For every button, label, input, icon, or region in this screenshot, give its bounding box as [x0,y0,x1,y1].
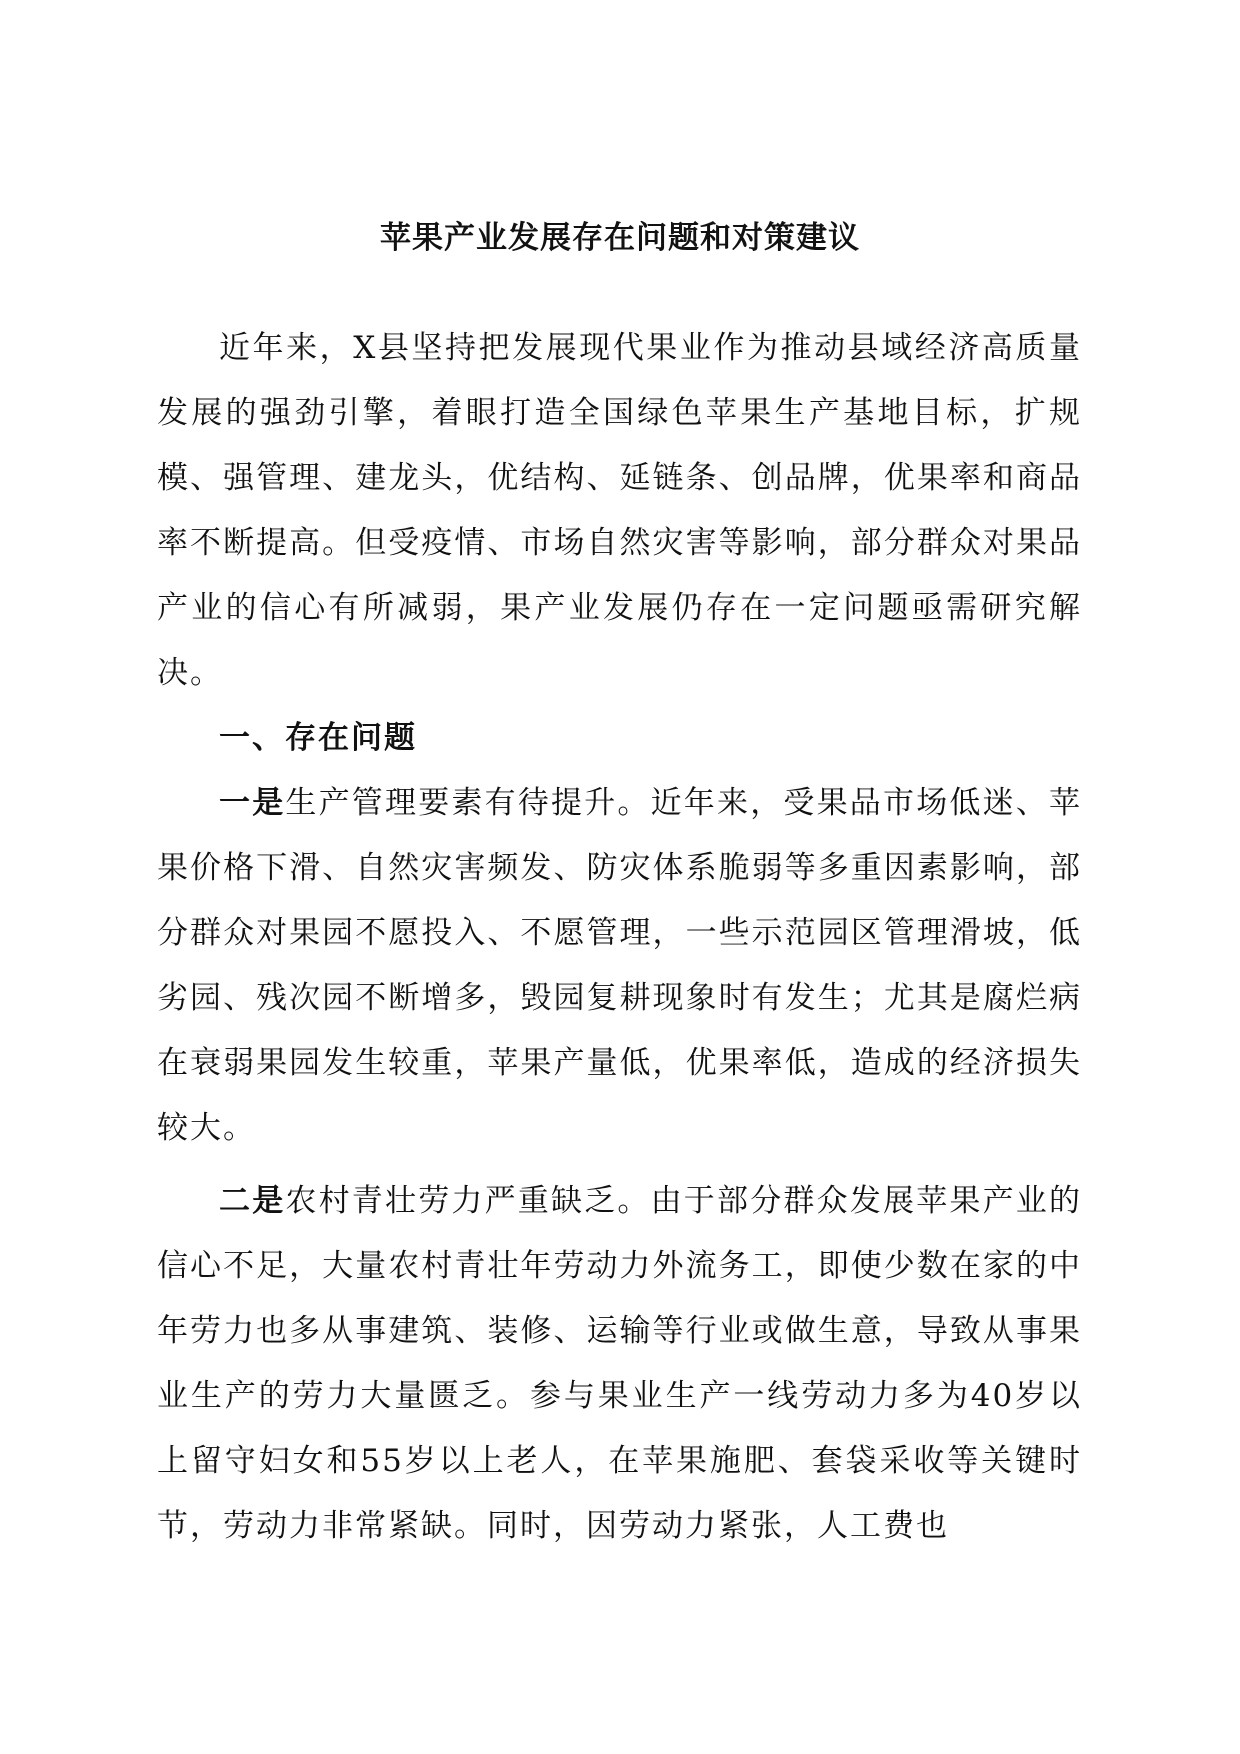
section-heading-problems: 一、存在问题 [219,720,417,756]
document-body [157,316,1082,1559]
document-title: 苹果产业发展存在问题和对策建议 [380,220,860,256]
problem-point-1 [157,771,1082,1161]
point-2-text: 农村青壮劳力严重缺乏。由于部分群众发展苹果产业的信心不足，大量农村青壮年劳动力外流务工，即使少数在家的中年劳力也多从事建筑、装修、运输等行业或做生意，导致从事果业生产的劳力大量匮乏。参与果业生产一线劳动力多为40岁以上留守妇女和55岁以上老人，在苹果施肥、套袋采收等关键时节，劳动力非常紧缺。同时，因劳动力紧张，人工费也 [157,1183,1083,1544]
point-2-lead: 二是 [219,1183,286,1219]
point-1-lead: 一是 [219,785,286,821]
intro-paragraph: 近年来，X县坚持把发展现代果业作为推动县域经济高质量发展的强劲引擎，着眼打造全国绿色苹果生产基地目标，扩规模、强管理、建龙头，优结构、延链条、创品牌，优果率和商品率不断提高。但受疫情、市场自然灾害等影响，部分群众对果品产业的信心有所减弱，果产业发展仍存在一定问题亟需研究解决。 [157,330,1082,691]
problem-point-2 [157,1169,1082,1559]
point-1-text: 生产管理要素有待提升。近年来，受果品市场低迷、苹果价格下滑、自然灾害频发、防灾体系脆弱等多重因素影响，部分群众对果园不愿投入、不愿管理，一些示范园区管理滑坡，低劣园、残次园不断增多，毁园复耕现象时有发生；尤其是腐烂病在衰弱果园发生较重，苹果产量低，优果率低，造成的经济损失较大。 [157,785,1083,1146]
